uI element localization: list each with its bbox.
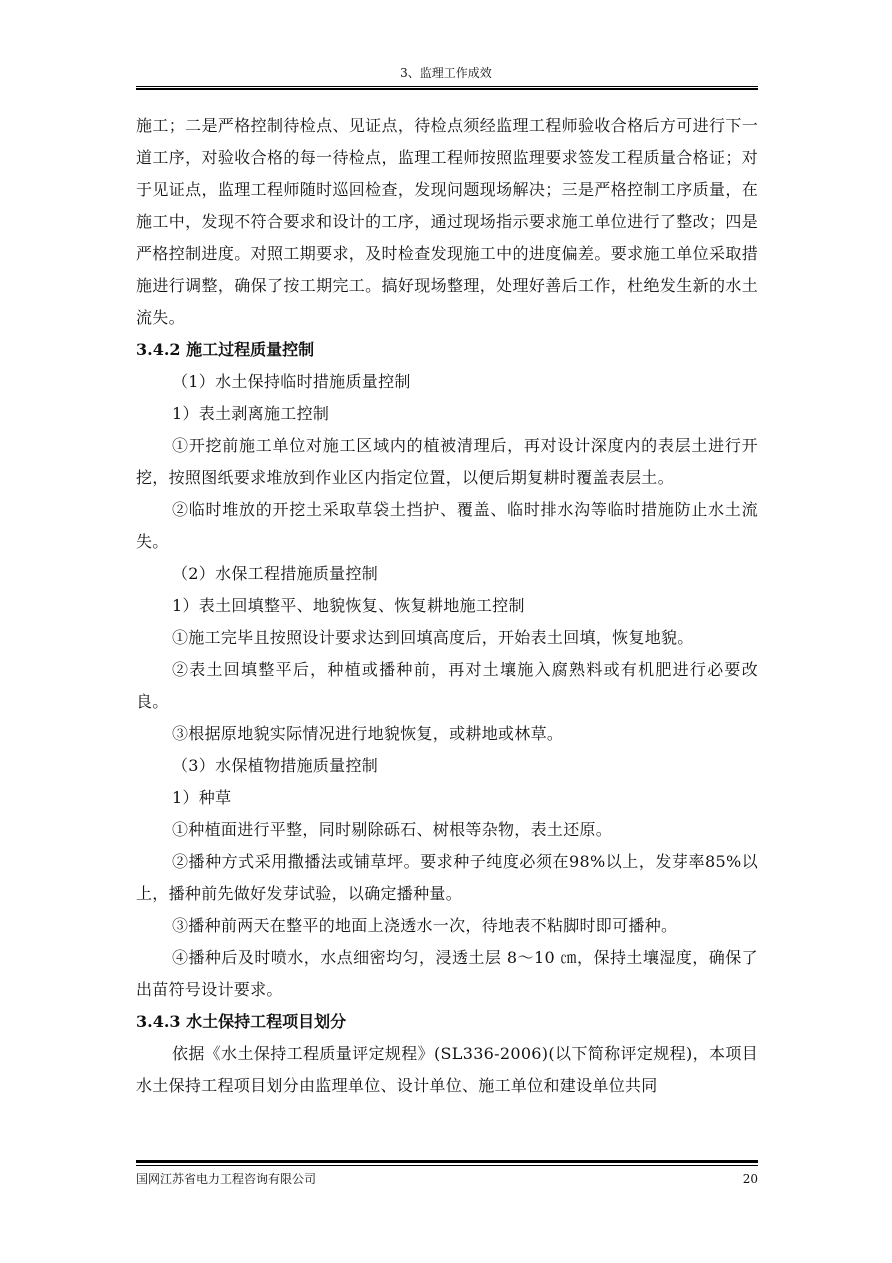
paragraph: ④播种后及时喷水，水点细密均匀，浸透土层 8～10 ㎝，保持土壤湿度，确保了出苗符号设计要求。: [136, 948, 758, 999]
paragraph: ③根据原地貌实际情况进行地貌恢复，或耕地或林草。: [172, 724, 564, 743]
paragraph: ①种植面进行平整，同时剔除砾石、树根等杂物，表土还原。: [172, 820, 613, 839]
page-number: 20: [742, 1172, 758, 1186]
running-header: 3、监理工作成效: [400, 66, 492, 80]
paragraph: ②临时堆放的开挖土采取草袋土挡护、覆盖、临时排水沟等临时措施防止水土流失。: [136, 500, 758, 551]
document-body: [136, 110, 758, 1102]
section-heading: 3.4.2 施工过程质量控制: [136, 340, 315, 359]
paragraph: ②表土回填整平后，种植或播种前，再对土壤施入腐熟料或有机肥进行必要改良。: [136, 660, 758, 711]
paragraph: 施工；二是严格控制待检点、见证点，待检点须经监理工程师验收合格后方可进行下一道工序，对验收合格的每一待检点，监理工程师按照监理要求签发工程质量合格证；对于见证点，监理工程师随时巡回检查，发现问题现场解决；三是严格控制工序质量，在施工中，发现不符合要求和设计的工序，通过现场指示要求施工单位进行了整改；四是严格控制进度。对照工期要求，及时检查发现施工中的进度偏差。要求施工单位采取措施进行调整，确保了按工期完工。搞好现场整理，处理好善后工作，杜绝发生新的水土流失。: [136, 116, 758, 327]
paragraph: ①施工完毕且按照设计要求达到回填高度后，开始表土回填，恢复地貌。: [172, 628, 694, 647]
paragraph: （3）水保植物措施质量控制: [172, 756, 379, 775]
footer-rule: [136, 1160, 758, 1166]
paragraph: ②播种方式采用撒播法或铺草坪。要求种子纯度必须在98%以上，发芽率85%以上，播种前先做好发芽试验，以确定播种量。: [136, 852, 758, 903]
header-rule: [136, 86, 758, 90]
paragraph: （2）水保工程措施质量控制: [172, 564, 379, 583]
paragraph: 1）种草: [172, 788, 232, 807]
paragraph: 依据《水土保持工程质量评定规程》(SL336-2006)(以下简称评定规程)，本项目水土保持工程项目划分由监理单位、设计单位、施工单位和建设单位共同: [136, 1044, 758, 1095]
paragraph: 1）表土剥离施工控制: [172, 404, 330, 423]
paragraph: ①开挖前施工单位对施工区域内的植被清理后，再对设计深度内的表层土进行开挖，按照图纸要求堆放到作业区内指定位置，以便后期复耕时覆盖表层土。: [136, 436, 758, 487]
section-heading: 3.4.3 水土保持工程项目划分: [136, 1012, 347, 1031]
paragraph: 1）表土回填整平、地貌恢复、恢复耕地施工控制: [172, 596, 525, 615]
paragraph: ③播种前两天在整平的地面上浇透水一次，待地表不粘脚时即可播种。: [172, 916, 678, 935]
paragraph: （1）水土保持临时措施质量控制: [172, 372, 411, 391]
footer-company: 国网江苏省电力工程咨询有限公司: [136, 1172, 317, 1186]
